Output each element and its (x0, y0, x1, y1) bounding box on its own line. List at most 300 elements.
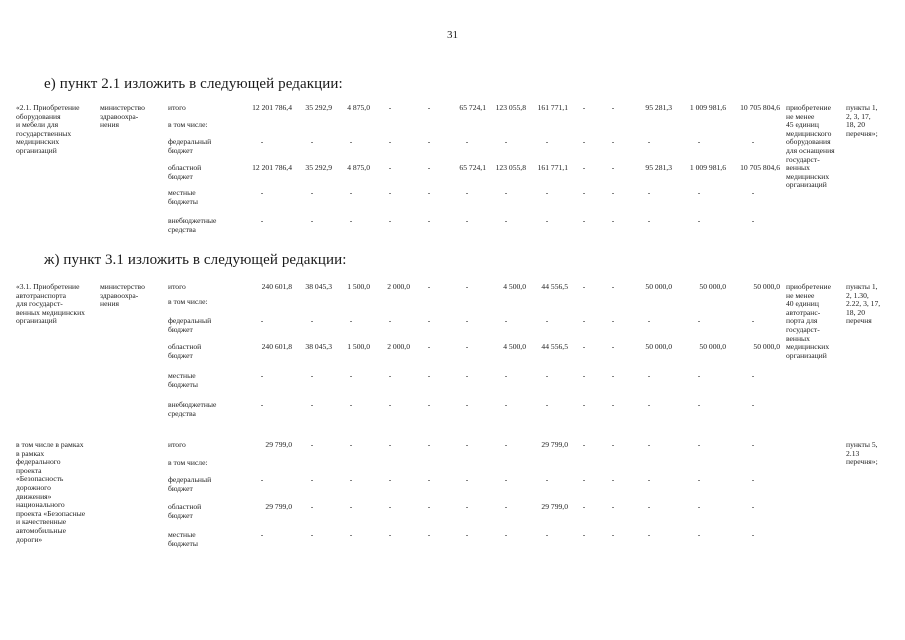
cell-value (600, 372, 626, 381)
cell-value-line: - (545, 371, 549, 380)
item-title-line: организаций (16, 316, 57, 326)
cell-value-line: 4 875,0 (347, 163, 370, 172)
cell-value (672, 343, 726, 352)
cell-value-line: - (310, 216, 314, 225)
cell-value-line: 123 055,8 (495, 103, 526, 112)
cell-value-line: - (465, 316, 469, 325)
row-label-line: бюджеты (168, 196, 198, 206)
result-text-line: 40 единиц (786, 299, 819, 309)
cell-value-line: - (611, 103, 615, 112)
section-e-heading: е) пункт 2.1 изложить в следующей редакции: (44, 76, 343, 92)
points-text-line: 2.22, 3, 17, (846, 299, 881, 309)
cell-value (626, 441, 672, 450)
row-label (168, 459, 208, 468)
cell-value (332, 531, 370, 540)
cell-value (370, 476, 410, 485)
cell-value-line: - (349, 188, 353, 197)
points-text (846, 104, 878, 138)
cell-value (626, 283, 672, 292)
cell-value-line: - (582, 440, 586, 449)
cell-value (486, 441, 526, 450)
cell-value (626, 401, 672, 410)
cell-value-line: - (647, 316, 651, 325)
item-title (16, 104, 79, 156)
cell-value-line: - (545, 137, 549, 146)
result-text-line: 45 единиц (786, 120, 819, 130)
cell-value (626, 503, 672, 512)
cell-value (726, 372, 780, 381)
subitem-title-line: в том числе в рамках (16, 440, 84, 449)
cell-value-line: - (349, 216, 353, 225)
result-text-line: медицинского (786, 128, 832, 138)
points-text-line: перечня (846, 316, 872, 326)
cell-value (726, 104, 780, 113)
cell-value (726, 401, 780, 410)
cell-value (370, 401, 410, 410)
cell-value (410, 283, 448, 292)
cell-value-line: - (647, 475, 651, 484)
cell-value (672, 217, 726, 226)
item-title-line: государственных (16, 128, 72, 138)
points-text-line: перечня»; (846, 128, 878, 138)
cell-value-line: - (697, 216, 701, 225)
row-label-line: областной (168, 502, 202, 511)
result-text-line: оборудования (786, 137, 831, 147)
cell-value (600, 217, 626, 226)
cell-value (232, 283, 292, 292)
cell-value-line: - (582, 475, 586, 484)
cell-value-line: 35 292,9 (305, 163, 332, 172)
row-label-line: федеральный (168, 475, 212, 484)
cell-value-line: - (388, 502, 392, 511)
row-label (168, 317, 211, 334)
cell-value (568, 372, 600, 381)
cell-value (626, 189, 672, 198)
points-text-line: 18, 20 (846, 120, 865, 130)
result-text-line: для оснащения (786, 145, 835, 155)
cell-value (600, 441, 626, 450)
cell-value-line: - (751, 400, 755, 409)
cell-value-line: - (427, 137, 431, 146)
cell-value-line: - (310, 502, 314, 511)
cell-value (626, 343, 672, 352)
cell-value-line: - (427, 282, 431, 291)
result-text-line: приобретение (786, 103, 831, 112)
item-title-line: оборудования (16, 111, 61, 121)
cell-value (626, 476, 672, 485)
cell-value (526, 343, 568, 352)
row-label-line: областной (168, 342, 202, 351)
cell-value-line: - (349, 371, 353, 380)
cell-value-line: 1 500,0 (347, 342, 370, 351)
row-label (168, 189, 198, 206)
cell-value (332, 317, 370, 326)
subitem-title-line: дорожного (16, 482, 51, 492)
cell-value (410, 189, 448, 198)
cell-value (448, 343, 486, 352)
cell-value-line: - (647, 502, 651, 511)
cell-value (332, 476, 370, 485)
result-text-line: автотранс- (786, 307, 821, 317)
subitem-title-line: «Безопасность (16, 474, 64, 484)
cell-value (410, 217, 448, 226)
cell-value (232, 104, 292, 113)
cell-value-line: - (582, 502, 586, 511)
cell-value (600, 283, 626, 292)
executor (100, 104, 145, 130)
cell-value (600, 138, 626, 147)
cell-value (626, 531, 672, 540)
cell-value-line: - (388, 440, 392, 449)
row-label-line: в том числе: (168, 120, 208, 129)
cell-value-line: - (582, 371, 586, 380)
item-title-line: автотранспорта (16, 290, 67, 300)
cell-value-line: - (545, 530, 549, 539)
cell-value (410, 441, 448, 450)
cell-value (626, 372, 672, 381)
cell-value-line: 161 771,1 (537, 163, 568, 172)
result-text-line: государст- (786, 324, 820, 334)
cell-value-line: - (697, 316, 701, 325)
cell-value (526, 441, 568, 450)
cell-value (486, 104, 526, 113)
executor-line: здравоохра- (100, 111, 139, 121)
cell-value-line: - (260, 188, 264, 197)
cell-value-line: - (349, 137, 353, 146)
cell-value-line: - (697, 137, 701, 146)
cell-value-line: - (349, 400, 353, 409)
cell-value (600, 104, 626, 113)
cell-value-line: - (427, 103, 431, 112)
cell-value-line: - (647, 137, 651, 146)
cell-value (568, 476, 600, 485)
subitem-title-line: федерального (16, 457, 61, 467)
cell-value-line: - (611, 475, 615, 484)
cell-value (410, 317, 448, 326)
cell-value-line: - (504, 316, 508, 325)
cell-value-line: - (260, 371, 264, 380)
row-label (168, 283, 186, 292)
result-text-line: венных (786, 163, 810, 173)
points-text-line: пункты 1, (846, 282, 878, 291)
cell-value-line: - (465, 216, 469, 225)
row-label (168, 531, 198, 548)
cell-value (232, 317, 292, 326)
cell-value (726, 503, 780, 512)
cell-value-line: 50 000,0 (645, 282, 672, 291)
cell-value-line: 50 000,0 (645, 342, 672, 351)
item-title-line: венных медицинских (16, 307, 85, 317)
cell-value (292, 476, 332, 485)
cell-value (370, 317, 410, 326)
row-label-line: бюджет (168, 145, 193, 155)
cell-value-line: - (504, 188, 508, 197)
row-label-line: средства (168, 224, 196, 234)
cell-value (448, 531, 486, 540)
cell-value (292, 138, 332, 147)
cell-value (486, 531, 526, 540)
cell-value-line: - (260, 137, 264, 146)
points-text-line: 18, 20 (846, 307, 865, 317)
cell-value (410, 401, 448, 410)
result-text-line: не менее (786, 111, 815, 121)
row-label-line: федеральный (168, 316, 212, 325)
cell-value-line: 161 771,1 (537, 103, 568, 112)
cell-value-line: - (582, 216, 586, 225)
cell-value-line: - (427, 475, 431, 484)
points-text-line: пункты 5, (846, 440, 878, 449)
cell-value-line: - (388, 216, 392, 225)
cell-value-line: - (427, 440, 431, 449)
cell-value-line: - (611, 316, 615, 325)
row-label-line: местные (168, 530, 196, 539)
cell-value-line: - (647, 530, 651, 539)
cell-value-line: - (310, 137, 314, 146)
cell-value-line: - (465, 400, 469, 409)
cell-value-line: - (582, 342, 586, 351)
cell-value-line: - (545, 216, 549, 225)
row-label (168, 476, 211, 493)
cell-value-line: - (504, 371, 508, 380)
cell-value-line: - (697, 188, 701, 197)
result-text-line: организаций (786, 180, 827, 190)
cell-value-line: - (310, 371, 314, 380)
cell-value (726, 441, 780, 450)
cell-value (568, 317, 600, 326)
cell-value-line: - (697, 475, 701, 484)
cell-value-line: 50 000,0 (699, 282, 726, 291)
cell-value (726, 138, 780, 147)
row-label-line: местные (168, 371, 196, 380)
cell-value-line: 10 705 804,6 (740, 103, 780, 112)
row-label (168, 503, 201, 520)
cell-value-line: - (310, 530, 314, 539)
cell-value (370, 164, 410, 173)
cell-value (448, 138, 486, 147)
subitem-title (16, 441, 85, 544)
cell-value (486, 317, 526, 326)
cell-value-line: - (349, 502, 353, 511)
cell-value (232, 401, 292, 410)
result-text (786, 104, 835, 190)
cell-value (626, 104, 672, 113)
cell-value-line: - (697, 530, 701, 539)
subitem-title-line: дороги» (16, 534, 43, 544)
item-title-line: организаций (16, 145, 57, 155)
subitem-title-line: автомобильные (16, 525, 66, 535)
cell-value-line: - (349, 475, 353, 484)
row-label-line: бюджет (168, 324, 193, 334)
cell-value-line: - (611, 440, 615, 449)
subitem-title-line: национального (16, 500, 65, 510)
cell-value-line: - (504, 475, 508, 484)
cell-value (568, 283, 600, 292)
cell-value (232, 138, 292, 147)
cell-value-line: - (310, 400, 314, 409)
cell-value (292, 503, 332, 512)
section-zh-heading: ж) пункт 3.1 изложить в следующей редакции: (44, 252, 347, 268)
cell-value (486, 343, 526, 352)
cell-value-line: 240 601,8 (261, 342, 292, 351)
cell-value (232, 476, 292, 485)
row-label (168, 372, 198, 389)
cell-value-line: 29 799,0 (541, 440, 568, 449)
cell-value (332, 138, 370, 147)
cell-value-line: - (611, 400, 615, 409)
row-label (168, 343, 201, 360)
cell-value-line: - (611, 216, 615, 225)
cell-value (292, 283, 332, 292)
cell-value (726, 283, 780, 292)
cell-value-line: - (388, 475, 392, 484)
cell-value-line: - (611, 188, 615, 197)
cell-value-line: - (611, 371, 615, 380)
cell-value-line: - (427, 188, 431, 197)
cell-value (486, 503, 526, 512)
result-text-line: медицинских (786, 171, 830, 181)
cell-value (726, 476, 780, 485)
cell-value (486, 138, 526, 147)
cell-value (486, 283, 526, 292)
subitem-title-line: проекта «Безопасные (16, 508, 86, 518)
cell-value-line: - (427, 400, 431, 409)
cell-value-line: - (582, 282, 586, 291)
cell-value (568, 104, 600, 113)
cell-value-line: - (582, 188, 586, 197)
cell-value (568, 441, 600, 450)
row-label-line: в том числе: (168, 297, 208, 306)
row-label-line: областной (168, 163, 202, 172)
cell-value-line: - (611, 342, 615, 351)
row-label (168, 138, 211, 155)
cell-value (370, 104, 410, 113)
cell-value-line: - (751, 316, 755, 325)
cell-value-line: - (388, 316, 392, 325)
cell-value (672, 104, 726, 113)
cell-value (232, 164, 292, 173)
cell-value (726, 343, 780, 352)
cell-value-line: - (465, 475, 469, 484)
item-title-line: «2.1. Приобретение (16, 103, 80, 112)
cell-value (526, 401, 568, 410)
row-label (168, 401, 216, 418)
cell-value (600, 343, 626, 352)
cell-value (526, 317, 568, 326)
cell-value-line: - (260, 530, 264, 539)
cell-value (332, 104, 370, 113)
cell-value-line: 1 500,0 (347, 282, 370, 291)
cell-value (232, 441, 292, 450)
cell-value-line: - (582, 103, 586, 112)
cell-value (292, 343, 332, 352)
row-label-line: итого (168, 282, 186, 291)
cell-value-line: - (504, 530, 508, 539)
cell-value-line: 10 705 804,6 (740, 163, 780, 172)
cell-value-line: 2 000,0 (387, 282, 410, 291)
cell-value (410, 531, 448, 540)
cell-value (448, 372, 486, 381)
cell-value (370, 138, 410, 147)
cell-value (526, 164, 568, 173)
points-text-line: перечня»; (846, 457, 878, 467)
cell-value-line: 240 601,8 (261, 282, 292, 291)
cell-value-line: - (310, 440, 314, 449)
cell-value-line: - (260, 400, 264, 409)
cell-value (672, 401, 726, 410)
cell-value (332, 283, 370, 292)
cell-value-line: 1 009 981,6 (689, 103, 726, 112)
result-text-line: организаций (786, 350, 827, 360)
cell-value-line: 2 000,0 (387, 342, 410, 351)
row-label (168, 121, 208, 130)
cell-value-line: - (582, 316, 586, 325)
cell-value-line: - (582, 137, 586, 146)
cell-value-line: - (611, 502, 615, 511)
cell-value (292, 217, 332, 226)
cell-value-line: - (388, 137, 392, 146)
cell-value (626, 217, 672, 226)
cell-value (332, 164, 370, 173)
cell-value-line: - (427, 371, 431, 380)
cell-value-line: 50 000,0 (753, 342, 780, 351)
cell-value (726, 164, 780, 173)
cell-value-line: - (388, 188, 392, 197)
cell-value (448, 476, 486, 485)
cell-value (332, 401, 370, 410)
cell-value (526, 104, 568, 113)
cell-value (370, 217, 410, 226)
row-label-line: бюджеты (168, 538, 198, 548)
cell-value (526, 476, 568, 485)
cell-value (370, 343, 410, 352)
cell-value (292, 317, 332, 326)
cell-value-line: 44 556,5 (541, 342, 568, 351)
cell-value (292, 372, 332, 381)
cell-value-line: 4 500,0 (503, 282, 526, 291)
cell-value (370, 503, 410, 512)
cell-value (526, 531, 568, 540)
row-label-line: итого (168, 103, 186, 112)
cell-value-line: 4 500,0 (503, 342, 526, 351)
cell-value-line: - (545, 475, 549, 484)
cell-value-line: - (310, 475, 314, 484)
result-text-line: государст- (786, 154, 820, 164)
cell-value-line: 35 292,9 (305, 103, 332, 112)
cell-value (232, 503, 292, 512)
cell-value-line: - (427, 342, 431, 351)
cell-value (232, 372, 292, 381)
cell-value-line: - (697, 400, 701, 409)
row-label-line: итого (168, 440, 186, 449)
cell-value-line: - (611, 163, 615, 172)
row-label (168, 217, 216, 234)
points-text (846, 441, 878, 467)
cell-value-line: - (388, 400, 392, 409)
cell-value (568, 189, 600, 198)
cell-value (448, 217, 486, 226)
cell-value (448, 441, 486, 450)
cell-value-line: - (582, 530, 586, 539)
cell-value (292, 189, 332, 198)
cell-value-line: - (388, 103, 392, 112)
points-text-line: 2, 1.30, (846, 290, 869, 300)
cell-value-line: 95 281,3 (645, 103, 672, 112)
cell-value (672, 531, 726, 540)
cell-value (332, 372, 370, 381)
cell-value (410, 164, 448, 173)
cell-value (448, 189, 486, 198)
cell-value-line: - (751, 137, 755, 146)
